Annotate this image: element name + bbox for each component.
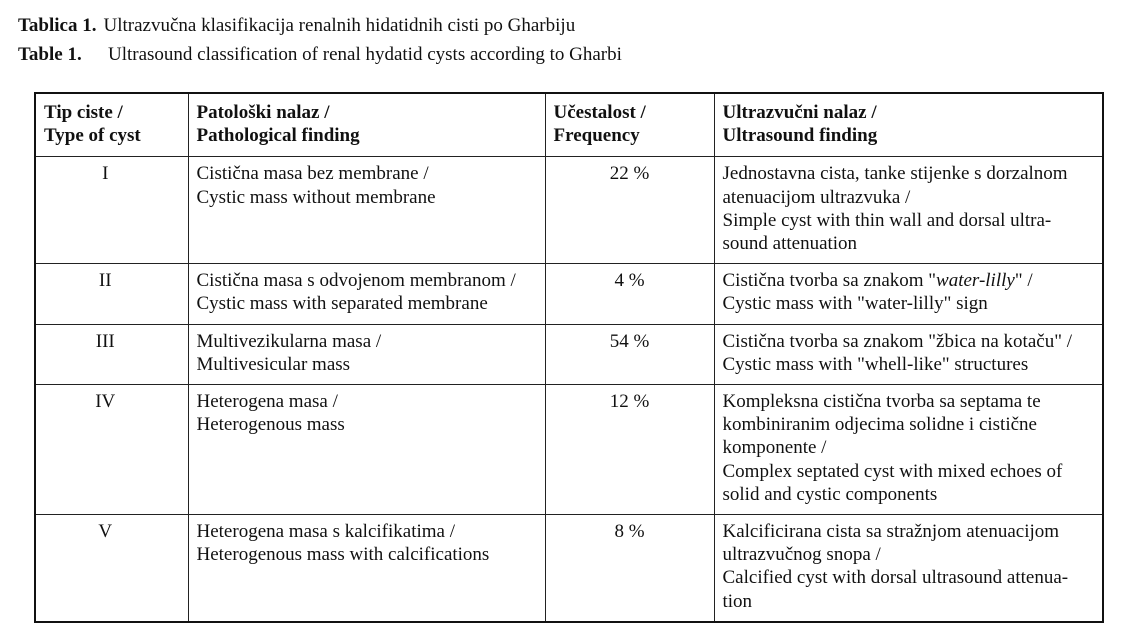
- caption-label-english: Table 1.: [18, 44, 82, 65]
- cell-line: Heterogena masa /: [196, 391, 338, 413]
- cell-line: Cystic mass with separated membrane: [196, 293, 488, 315]
- cell-line: Heterogena masa s kalcifikatima /: [196, 521, 456, 543]
- header-line: Ultrasound finding: [722, 125, 878, 147]
- cell-text-italic: water-lilly: [936, 270, 1015, 292]
- cell-pathological-finding: [188, 157, 545, 264]
- table-row: [35, 324, 1103, 384]
- cell-ultrasound-finding: [714, 515, 1103, 622]
- cell-line: solid and cystic components: [722, 483, 938, 505]
- cell-line: ultrazvučnog snopa /: [722, 544, 881, 566]
- cell-pathological-finding: [188, 385, 545, 515]
- cell-line: Calcified cyst with dorsal ultrasound attenua-: [722, 567, 1069, 589]
- cell-line: Cystic mass with "whell-like" structures: [722, 353, 1029, 375]
- cell-ultrasound-finding: [714, 324, 1103, 384]
- cell-line: Jednostavna cista, tanke stijenke s dorzalnom: [722, 163, 1068, 185]
- cell-line: atenuacijom ultrazvuka /: [722, 186, 911, 208]
- table-row: [35, 264, 1103, 324]
- cell-line: Heterogenous mass: [196, 414, 345, 436]
- header-line: Ultrazvučni nalaz /: [722, 102, 877, 123]
- header-line: Patološki nalaz /: [196, 102, 330, 123]
- header-ultrasound-finding: [714, 93, 1103, 157]
- table-row: [35, 157, 1103, 264]
- cell-frequency: 4 %: [545, 264, 714, 324]
- cell-cyst-type: III: [35, 324, 188, 384]
- table-row: [35, 385, 1103, 515]
- cell-line: Kalcificirana cista sa stražnjom atenuacijom: [722, 521, 1060, 543]
- cell-pathological-finding: [188, 264, 545, 324]
- header-pathological-finding: [188, 93, 545, 157]
- cell-line: Kompleksna cistična tvorba sa septama te: [722, 391, 1041, 413]
- cell-text-segment: " /: [1014, 270, 1033, 292]
- caption-text-english: Ultrasound classification of renal hydatid cysts according to Gharbi: [108, 44, 622, 65]
- header-type-of-cyst: [35, 93, 188, 157]
- header-line: Type of cyst: [44, 125, 141, 147]
- cell-ultrasound-finding: [714, 264, 1103, 324]
- cell-frequency: 12 %: [545, 385, 714, 515]
- cell-line: tion: [722, 590, 753, 612]
- table-caption-croatian: [18, 14, 575, 38]
- header-frequency: [545, 93, 714, 157]
- classification-table: [34, 92, 1104, 623]
- cell-line: Cistična tvorba sa znakom "žbica na kotaču" /: [722, 330, 1072, 352]
- table-caption-english: [18, 43, 622, 67]
- header-line: Učestalost /: [553, 102, 646, 123]
- cell-frequency: 22 %: [545, 157, 714, 264]
- cell-line: Cystic mass with "water-lilly" sign: [722, 293, 988, 315]
- header-line: Tip ciste /: [44, 102, 123, 123]
- cell-line: [723, 269, 1096, 292]
- caption-text-croatian: Ultrazvučna klasifikacija renalnih hidatidnih cisti po Gharbiju: [103, 15, 576, 36]
- cell-cyst-type: I: [35, 157, 188, 264]
- caption-label-croatian: Tablica 1.: [18, 15, 97, 36]
- cell-line: Cystic mass without membrane: [196, 186, 436, 208]
- cell-frequency: 8 %: [545, 515, 714, 622]
- cell-line: Cistična masa s odvojenom membranom /: [196, 270, 516, 292]
- table-row: [35, 515, 1103, 622]
- cell-cyst-type: IV: [35, 385, 188, 515]
- cell-line: Simple cyst with thin wall and dorsal ultra-: [722, 209, 1052, 231]
- cell-pathological-finding: [188, 324, 545, 384]
- cell-frequency: 54 %: [545, 324, 714, 384]
- cell-cyst-type: V: [35, 515, 188, 622]
- cell-cyst-type: II: [35, 264, 188, 324]
- table-header-row: [35, 93, 1103, 157]
- classification-table-container: [34, 92, 1102, 623]
- cell-line: Multivesicular mass: [196, 353, 351, 375]
- cell-line: komponente /: [722, 437, 827, 459]
- header-line: Frequency: [553, 125, 640, 147]
- cell-pathological-finding: [188, 515, 545, 622]
- cell-line: Multivezikularna masa /: [196, 330, 382, 352]
- cell-line: sound attenuation: [722, 233, 858, 255]
- cell-line: Cistična masa bez membrane /: [196, 163, 429, 185]
- cell-line: kombiniranim odjecima solidne i cistične: [722, 414, 1037, 436]
- cell-line: Heterogenous mass with calcifications: [196, 544, 490, 566]
- cell-ultrasound-finding: [714, 157, 1103, 264]
- cell-line: Complex septated cyst with mixed echoes of: [722, 460, 1063, 482]
- header-line: Pathological finding: [196, 125, 360, 147]
- cell-ultrasound-finding: [714, 385, 1103, 515]
- cell-text-segment: Cistična tvorba sa znakom ": [722, 270, 937, 292]
